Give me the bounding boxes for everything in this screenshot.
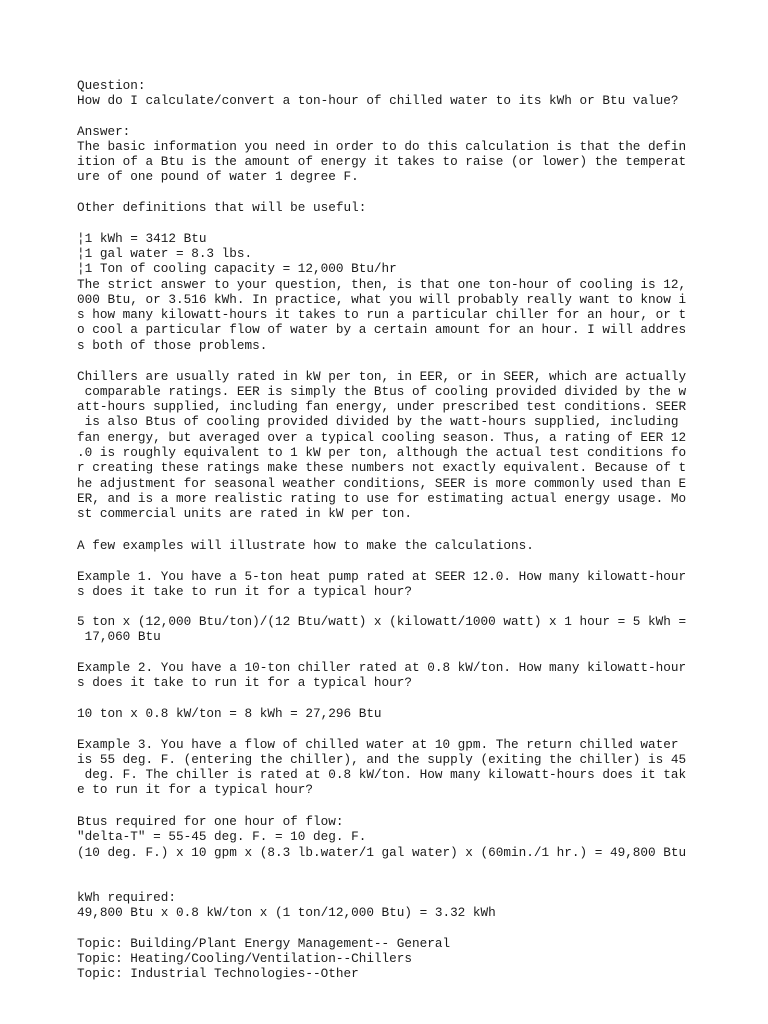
text-line: r creating these ratings make these numbers not exactly equivalent. Because of t	[77, 460, 687, 475]
text-line: is also Btus of cooling provided divided by the watt-hours supplied, including	[77, 414, 679, 429]
example-1-question: s does it take to run it for a typical hour?	[77, 584, 413, 599]
text-line: comparable ratings. EER is simply the Btus of cooling provided divided by the w	[77, 384, 687, 399]
example-1-calculation: 17,060 Btu	[77, 629, 161, 644]
text-line: s how many kilowatt-hours it takes to run a particular chiller for an hour, or t	[77, 307, 687, 322]
text-line: att-hours supplied, including fan energy, under prescribed test conditions. SEER	[77, 399, 687, 414]
text-line: s both of those problems.	[77, 338, 268, 353]
example-3-question: Example 3. You have a flow of chilled water at 10 gpm. The return chilled water	[77, 737, 679, 752]
text-line: ition of a Btu is the amount of energy it takes to raise (or lower) the temperat	[77, 154, 687, 169]
example-3-question: e to run it for a typical hour?	[77, 782, 314, 797]
definition-item: ¦1 Ton of cooling capacity = 12,000 Btu/hr	[77, 261, 397, 276]
text-line: ER, and is a more realistic rating to use for estimating actual energy usage. Mo	[77, 491, 687, 506]
example-3-question: is 55 deg. F. (entering the chiller), and the supply (exiting the chiller) is 45	[77, 752, 687, 767]
example-3-calculation: "delta-T" = 55-45 deg. F. = 10 deg. F.	[77, 829, 367, 844]
example-2-question: Example 2. You have a 10-ton chiller rated at 0.8 kW/ton. How many kilowatt-hour	[77, 660, 687, 675]
example-1-question: Example 1. You have a 5-ton heat pump rated at SEER 12.0. How many kilowatt-hour	[77, 569, 687, 584]
question-text: How do I calculate/convert a ton-hour of chilled water to its kWh or Btu value?	[77, 93, 679, 108]
topic-line: Topic: Heating/Cooling/Ventilation--Chillers	[77, 951, 413, 966]
text-line: Chillers are usually rated in kW per ton, in EER, or in SEER, which are actually	[77, 369, 687, 384]
text-line: The basic information you need in order to do this calculation is that the defin	[77, 139, 687, 154]
example-3-question: deg. F. The chiller is rated at 0.8 kW/ton. How many kilowatt-hours does it tak	[77, 767, 687, 782]
example-3-calculation: Btus required for one hour of flow:	[77, 814, 344, 829]
definition-item: ¦1 gal water = 8.3 lbs.	[77, 246, 253, 261]
example-3-calculation: (10 deg. F.) x 10 gpm x (8.3 lb.water/1 gal water) x (60min./1 hr.) = 49,800 Btu	[77, 845, 687, 860]
definition-item: ¦1 kWh = 3412 Btu	[77, 231, 207, 246]
text-line: Other definitions that will be useful:	[77, 200, 367, 215]
topic-line: Topic: Industrial Technologies--Other	[77, 966, 359, 981]
text-line: he adjustment for seasonal weather conditions, SEER is more commonly used than E	[77, 476, 687, 491]
example-2-calculation: 10 ton x 0.8 kW/ton = 8 kWh = 27,296 Btu	[77, 706, 382, 721]
question-heading: Question:	[77, 78, 146, 93]
text-line: o cool a particular flow of water by a certain amount for an hour. I will addres	[77, 322, 687, 337]
topic-line: Topic: Building/Plant Energy Management-- General	[77, 936, 451, 951]
example-3-kwh-heading: kWh required:	[77, 890, 176, 905]
text-line: The strict answer to your question, then, is that one ton-hour of cooling is 12,	[77, 277, 687, 292]
answer-heading: Answer:	[77, 124, 131, 139]
text-line: .0 is roughly equivalent to 1 kW per ton, although the actual test conditions fo	[77, 445, 687, 460]
example-2-question: s does it take to run it for a typical hour?	[77, 675, 413, 690]
text-line: 000 Btu, or 3.516 kWh. In practice, what you will probably really want to know i	[77, 292, 687, 307]
example-1-calculation: 5 ton x (12,000 Btu/ton)/(12 Btu/watt) x (kilowatt/1000 watt) x 1 hour = 5 kWh =	[77, 614, 687, 629]
example-3-kwh-calculation: 49,800 Btu x 0.8 kW/ton x (1 ton/12,000 Btu) = 3.32 kWh	[77, 905, 496, 920]
text-line: st commercial units are rated in kW per ton.	[77, 506, 413, 521]
text-line: A few examples will illustrate how to make the calculations.	[77, 538, 534, 553]
text-line: ure of one pound of water 1 degree F.	[77, 169, 359, 184]
text-line: fan energy, but averaged over a typical cooling season. Thus, a rating of EER 12	[77, 430, 687, 445]
